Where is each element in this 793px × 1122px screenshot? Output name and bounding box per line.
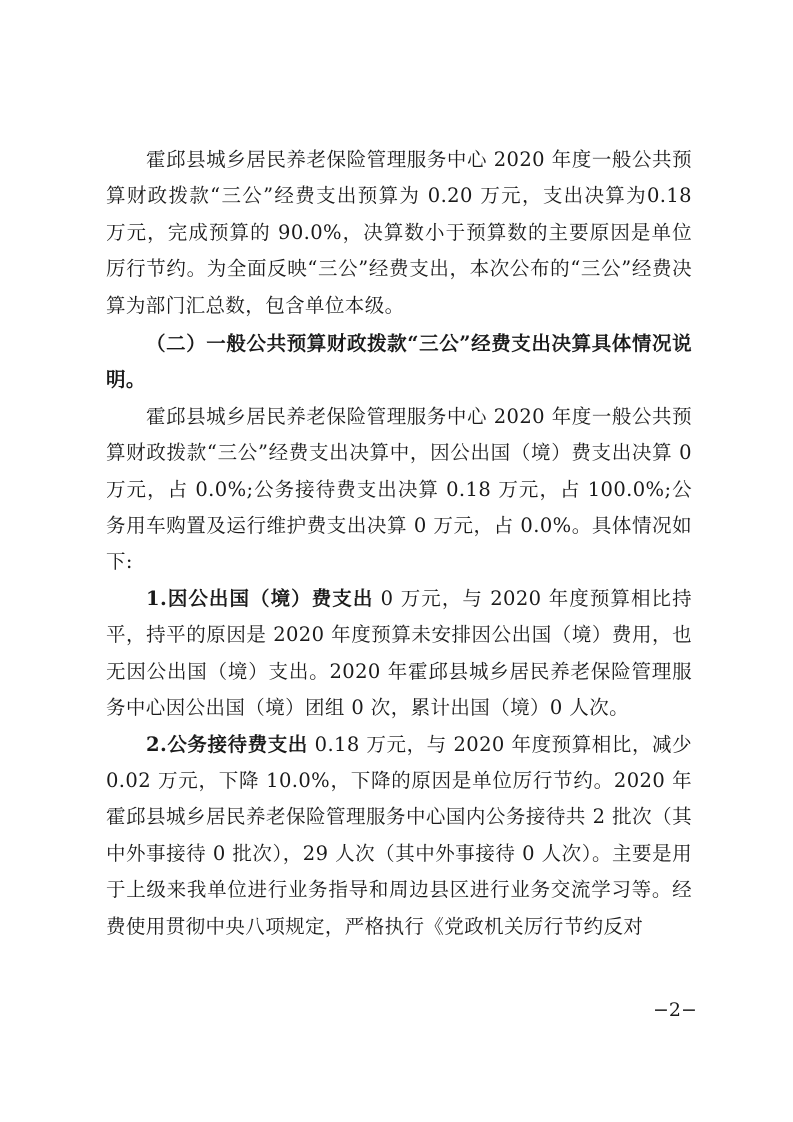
paragraph-expenditure-breakdown: 霍邱县城乡居民养老保险管理服务中心 2020 年度一般公共预算财政拨款“三公”经费支出决算中，因公出国（境）费支出决算 0 万元，占 0.0%;公务接待费支出决算 0.18 万元，占 100.0%;公务用车购置及运行维护费支出决算 0 万元，占 0.0%。具体情况如下:	[106, 404, 692, 574]
item-official-reception-text: 0.18 万元，与 2020 年度预算相比，减少 0.02 万元，下降 10.0%，下降的原因是单位厉行节约。2020 年霍邱县城乡居民养老保险管理服务中心国内公务接待共 2 批次（其中外事接待 0 批次），29 人次（其中外事接待 0 人次）。主要是用于上级来我单位进行业务指导和周边县区进行业务交流学习等。经费使用贯彻中央八项规定，严格执行《党政机关厉行节约反对	[106, 732, 692, 938]
item-official-reception-label: 2.公务接待费支出	[146, 732, 308, 756]
item-official-reception	[106, 727, 692, 945]
paragraph-budget-summary: 霍邱县城乡居民养老保险管理服务中心 2020 年度一般公共预算财政拨款“三公”经费支出预算为 0.20 万元，支出决算为0.18 万元，完成预算的 90.0%，决算数小于预算数的主要原因是单位厉行节约。为全面反映“三公”经费支出，本次公布的“三公”经费决算为部门汇总数，包含单位本级。	[106, 148, 692, 317]
document-body	[106, 142, 692, 945]
item-overseas-travel-label: 1.因公出国（境）费支出	[146, 586, 374, 610]
item-overseas-travel	[106, 581, 692, 727]
item-overseas-travel-text: 0 万元，与 2020 年度预算相比持平，持平的原因是 2020 年度预算未安排因公出国（境）费用，也无因公出国（境）支出。2020 年霍邱县城乡居民养老保险管理服务中心因公出国（境）团组 0 次，累计出国（境）0 人次。	[106, 586, 692, 720]
page-number: −2−	[653, 999, 697, 1021]
section-heading: （二）一般公共预算财政拨款“三公”经费支出决算具体情况说明。	[106, 332, 692, 392]
